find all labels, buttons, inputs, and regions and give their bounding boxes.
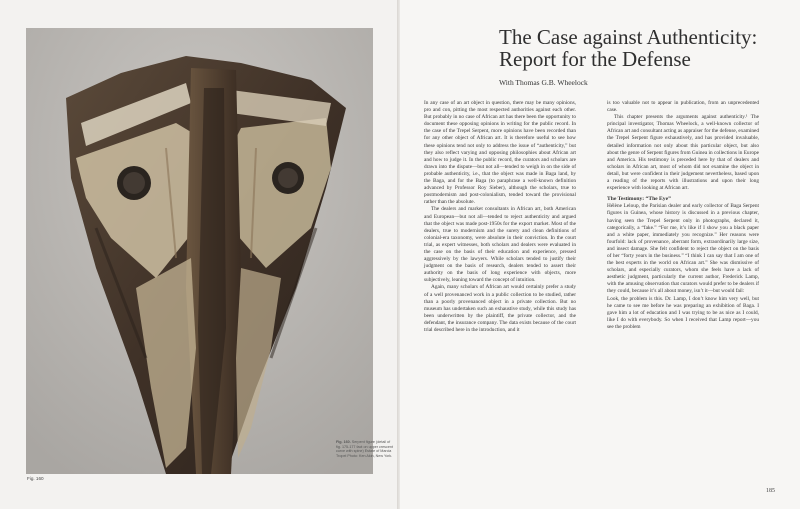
chapter-title xyxy=(499,26,779,70)
chapter-author: With Thomas G.B. Wheelock xyxy=(499,78,588,87)
paragraph: is too valuable not to appear in publication, from an unprecedented case. xyxy=(607,100,759,114)
text-column-left xyxy=(424,100,576,334)
page-number: 185 xyxy=(766,488,775,494)
caption-label: Fig. 160. xyxy=(336,440,351,444)
figure-tag: Fig. 160 xyxy=(27,476,44,481)
block-quote: Look, the problem is this. Dr. Lamp, I don’t know him very well, but he came to see me before he was preparing an exhibition of Baga. I gave him a lot of education and I was trying to be as nice as I could, like I do with everybody. So when I received that Lamp report—you see the problem xyxy=(607,295,759,330)
caption-text: Serpent figure (detail of fig. 175-177 fact on upper crescent curve with spine) Estate of Marcia Tropel Photo: Ken Akin, New York. xyxy=(336,440,393,458)
chapter-title-line2: Report for the Defense xyxy=(499,47,691,71)
paragraph: This chapter presents the arguments against authenticity.¹ The principal investigator, Thomas Wheelock, a well-known collector of African art and consultant acting as appraiser for the defense, examined the Trepel Serpent figure exhaustively, and has provided invaluable, detailed information not only about this particular object, but also about the genre of Serpent figures from Guinea in collections in Europe and America. His testimony is preceded here by that of dealers and scholars in African art, most of whom did not examine the object in detail, but were confident in their judgement nevertheless, based upon a reading of the reports with illustrations and upon their long experience with looking at African art. xyxy=(607,114,759,192)
paragraph: The dealers and market consultants in African art, both American and European—but not all—tended to reject authenticity and argued that the object was made post-1950s for the export market. Most of the dealers, true to modernism and the surety and clean definitions of colonial-era taxonomy, were absolute in their conviction. In the court trial, as expert witnesses, both scholars and dealers were evaluated in the case on the basis of their education and experience, pressed aggressively by the lawyers. While scholars tended to justify their judgment on the basis of research, dealers tended to assert their authority on the basis of long experience with objects, more subjectively, leaning toward the concept of intuition. xyxy=(424,206,576,284)
section-heading: The Testimony: “The Eye” xyxy=(607,196,671,203)
text-column-right xyxy=(607,100,759,331)
serpent-figure-photo xyxy=(26,28,373,474)
paragraph: Hélène Leloup, the Parisian dealer and early collector of Baga Serpent figures in Guinea, whose history is discussed in a previous chapter, having seen the Trepel Serpent only in photographs, declared it, categorically, a “fake.” “For me, it’s like if I show you a black paper and a white paper, immediately you recognize.” Her reasons were fourfold: lack of provenance, aberrant form, extraordinarily large size, and insect damage. She felt confident to reject the object on the basis of her “forty years in the business.” “I think I can say that I am one of the best experts in the world on African art.” She was dismissive of scholars, and especially curators, whom she feels have a lack of aesthetic judgment, particularly the current author, Frederick Lamp, with the amusing observation that curators would prefer to be dealers if they could, because it’s all about money, isn’t it—but would fail: xyxy=(607,203,759,295)
chapter-title-line1: The Case against Authenticity: xyxy=(499,25,758,49)
figure-caption xyxy=(336,440,396,458)
paragraph: In any case of an art object in question, there may be many opinions, pro and con, pitting the most respected authorities against each other. But probably in no case of African art has there been the opportunity to document these opposing opinions in writing for the public record. In the case of the Trepel Serpent, more opinions have been recorded than for any other object of African art. It is therefore useful to see how these opinions tend not only to address the issue of “authenticity,” but they also reflect varying and opposing philosophies about African art and how to judge it. In the public record, the curators and scholars are drawn into the dispute—but not all—tended to weigh in on the side of probable authenticity, i.e., that the object was made in Baga land, by the Baga, and for the Baga (to paraphrase a well-known definition advanced by Professor Roy Sieber), although the scholars, true to postmodernism and post-colonialism, tended toward the provisional rather than the absolute. xyxy=(424,100,576,206)
paragraph: Again, many scholars of African art would certainly prefer a study of a well provenanced work in a public collection to be studied, rather than a poorly provenanced object in a private collection. But no museum has undertaken such an exhaustive study, while this study has been underwritten by the plaintiff, the private collector, and the defendant, the insurance company. The data exists because of the court trial described here in the introduction, and it xyxy=(424,284,576,333)
serpent-figure-image xyxy=(26,28,373,474)
